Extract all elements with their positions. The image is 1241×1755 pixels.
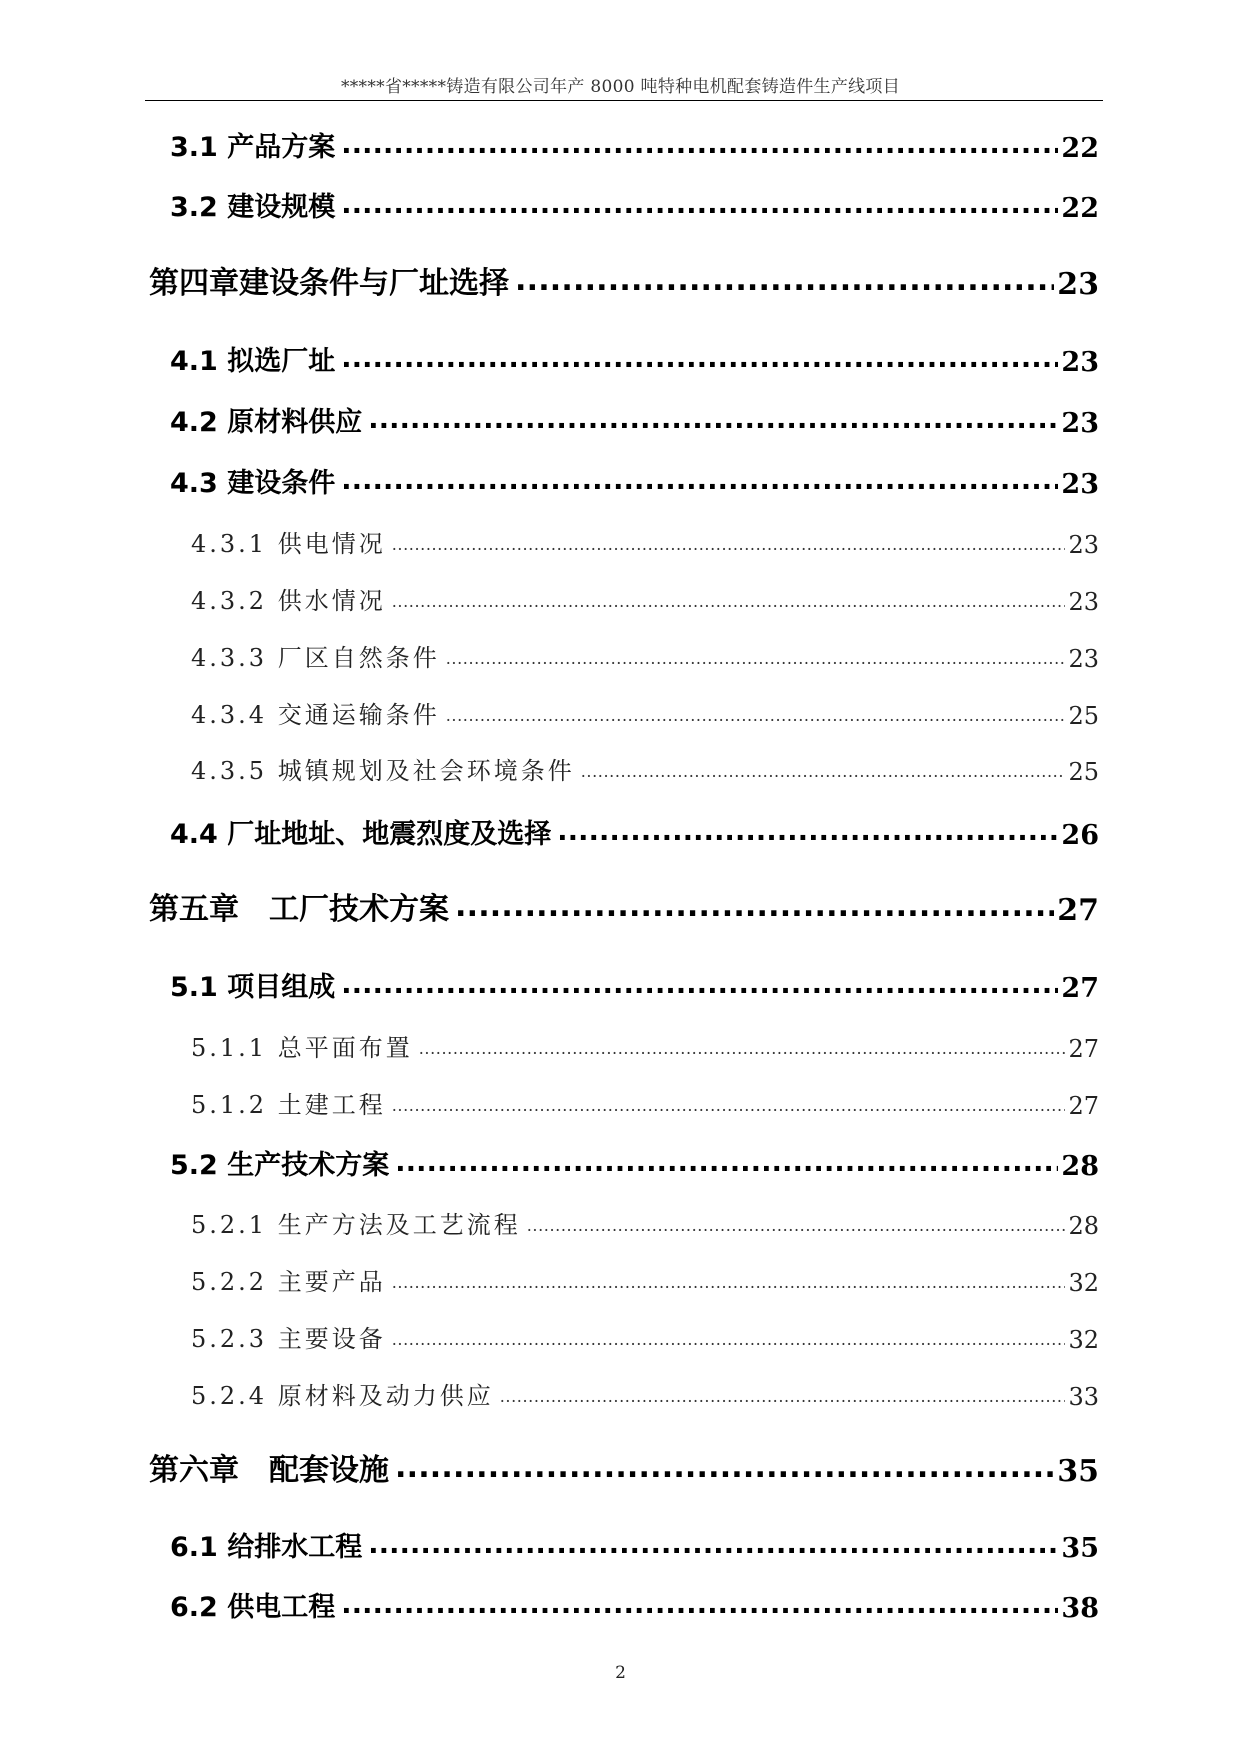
dot-leader [455,888,1054,928]
toc-entry[interactable] [170,1146,1099,1182]
toc-entry-label: 4.4 厂址地址、地震烈度及选择 [170,819,552,850]
toc-entry-page: 23 [1068,531,1099,559]
toc-entry[interactable] [170,1588,1099,1624]
running-header: *****省*****铸造有限公司年产 8000 吨特种电机配套铸造件生产线项目 [340,77,901,97]
dot-leader [368,1528,1058,1564]
toc-entry-page: 35 [1057,1454,1099,1489]
toc-chapter-entry[interactable] [149,262,1099,302]
dot-leader [341,188,1058,224]
dot-leader [515,262,1054,302]
toc-subentry[interactable] [191,584,1099,616]
toc-entry[interactable] [170,188,1099,224]
dot-leader [392,1088,1066,1120]
toc-entry-label: 4.3.1 供电情况 [191,530,386,558]
header-rule [145,100,1103,101]
toc-entry-label: 4.3.4 交通运输条件 [191,701,440,729]
dot-leader [341,464,1058,500]
toc-entry-page: 33 [1068,1383,1099,1411]
toc-entry-label: 5.2.2 主要产品 [191,1268,386,1296]
toc-entry-page: 28 [1061,1151,1099,1182]
toc-entry-page: 35 [1061,1533,1099,1564]
toc-entry-page: 22 [1061,193,1099,224]
toc-entry-page: 38 [1061,1593,1099,1624]
toc-entry-label: 5.1.2 土建工程 [191,1091,386,1119]
toc-entry-label: 5.2 生产技术方案 [170,1150,390,1181]
dot-leader [341,1588,1058,1624]
toc-entry[interactable] [170,128,1099,164]
dot-leader [527,1208,1066,1240]
toc-entry-page: 27 [1068,1035,1099,1063]
dot-leader [341,342,1058,378]
toc-entry-page: 23 [1057,267,1099,302]
dot-leader [341,128,1058,164]
toc-entry-label: 5.2.3 主要设备 [191,1325,386,1353]
dot-leader [446,698,1066,730]
toc-entry[interactable] [170,968,1099,1004]
toc-entry-label: 5.2.4 原材料及动力供应 [191,1382,494,1410]
toc-entry[interactable] [170,342,1099,378]
toc-entry-label: 第六章 配套设施 [149,1453,389,1488]
toc-subentry[interactable] [191,754,1099,786]
dot-leader [557,815,1058,851]
toc-entry[interactable] [170,1528,1099,1564]
toc-entry-page: 23 [1068,645,1099,673]
dot-leader [392,584,1066,616]
toc-subentry[interactable] [191,527,1099,559]
toc-entry[interactable] [170,464,1099,500]
toc-entry-label: 4.1 拟选厂址 [170,346,336,377]
toc-entry-page: 32 [1068,1269,1099,1297]
toc-entry-label: 4.3 建设条件 [170,468,336,499]
toc-entry-page: 25 [1068,702,1099,730]
toc-entry-label: 3.1 产品方案 [170,132,336,163]
toc-chapter-entry[interactable] [149,1449,1099,1489]
toc-entry-page: 23 [1061,347,1099,378]
dot-leader [392,1265,1066,1297]
dot-leader [500,1379,1066,1411]
toc-subentry[interactable] [191,641,1099,673]
dot-leader [392,527,1066,559]
toc-entry-label: 第五章 工厂技术方案 [149,892,449,927]
toc-entry[interactable] [170,403,1099,439]
toc-entry-page: 25 [1068,758,1099,786]
dot-leader [419,1031,1066,1063]
toc-entry-label: 5.1.1 总平面布置 [191,1034,413,1062]
toc-subentry[interactable] [191,1208,1099,1240]
toc-subentry[interactable] [191,1088,1099,1120]
toc-subentry[interactable] [191,1031,1099,1063]
toc-entry-page: 22 [1061,133,1099,164]
toc-entry-label: 3.2 建设规模 [170,192,336,223]
toc-subentry[interactable] [191,1322,1099,1354]
dot-leader [395,1146,1058,1182]
toc-entry-page: 27 [1068,1092,1099,1120]
dot-leader [368,403,1058,439]
toc-subentry[interactable] [191,1379,1099,1411]
toc-chapter-entry[interactable] [149,888,1099,928]
toc-entry-label: 6.1 给排水工程 [170,1532,363,1563]
toc-entry-label: 4.2 原材料供应 [170,407,363,438]
toc-entry-label: 4.3.5 城镇规划及社会环境条件 [191,757,575,785]
toc-entry-page: 27 [1057,893,1099,928]
toc-entry[interactable] [170,815,1099,851]
toc-entry-label: 4.3.2 供水情况 [191,587,386,615]
page-number: 2 [615,1663,626,1683]
dot-leader [392,1322,1066,1354]
toc-subentry[interactable] [191,1265,1099,1297]
toc-entry-label: 5.2.1 生产方法及工艺流程 [191,1211,521,1239]
toc-entry-page: 23 [1068,588,1099,616]
dot-leader [395,1449,1054,1489]
toc-entry-label: 4.3.3 厂区自然条件 [191,644,440,672]
toc-subentry[interactable] [191,698,1099,730]
toc-entry-page: 23 [1061,469,1099,500]
toc-entry-page: 32 [1068,1326,1099,1354]
toc-entry-page: 27 [1061,973,1099,1004]
toc-entry-page: 23 [1061,408,1099,439]
toc-entry-label: 第四章建设条件与厂址选择 [149,266,509,301]
toc-entry-label: 5.1 项目组成 [170,972,336,1003]
toc-entry-page: 28 [1068,1212,1099,1240]
dot-leader [341,968,1058,1004]
toc-entry-page: 26 [1061,820,1099,851]
toc-entry-label: 6.2 供电工程 [170,1592,336,1623]
dot-leader [446,641,1066,673]
dot-leader [581,754,1066,786]
